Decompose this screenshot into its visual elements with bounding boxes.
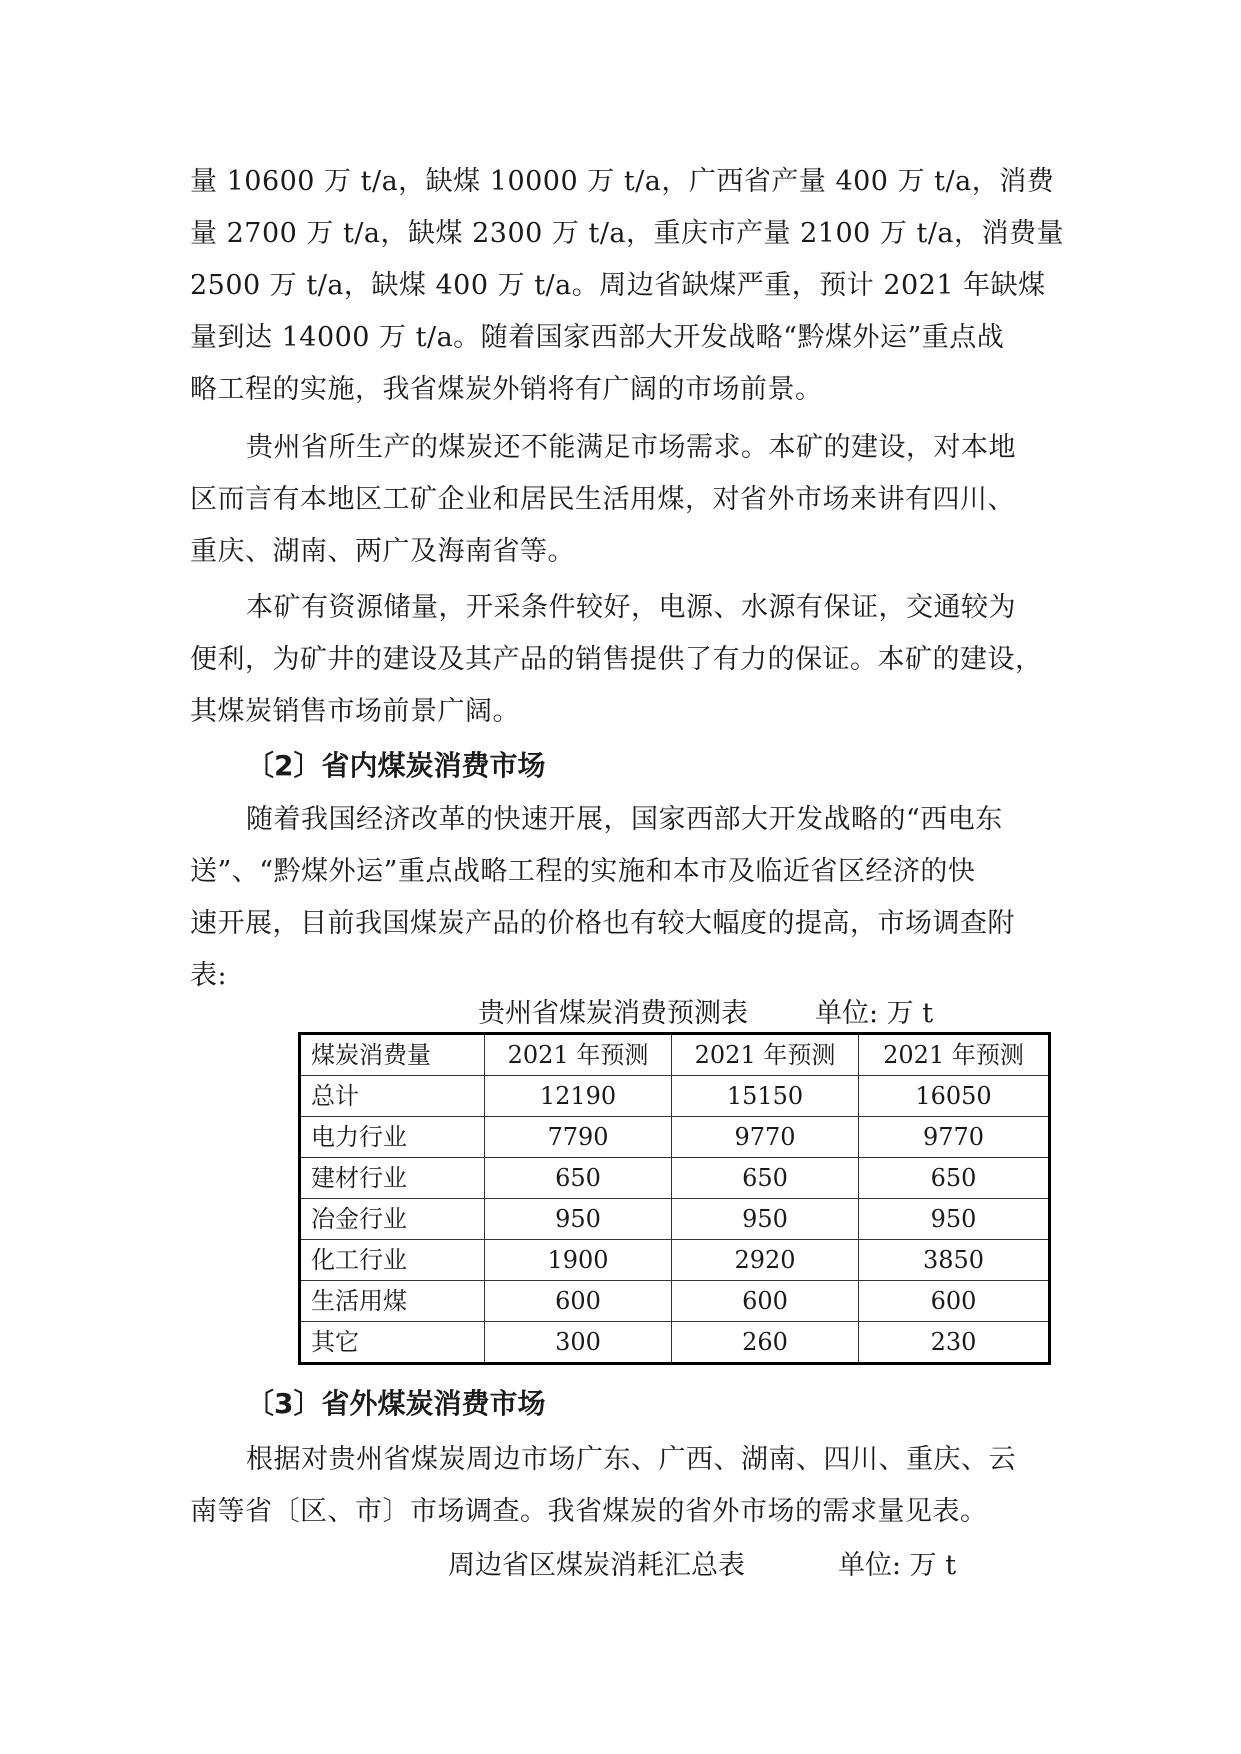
paragraph-line: 南等省〔区、市〕市场调查。我省煤炭的省外市场的需求量见表。 (190, 1496, 988, 1527)
table-row (300, 1322, 1050, 1364)
section-heading: 〔2〕省内煤炭消费市场 (246, 749, 546, 782)
table-row (300, 1117, 1050, 1158)
table-cell: 600 (859, 1281, 1050, 1322)
paragraph-line: 速开展，目前我国煤炭产品的价格也有较大幅度的提高，市场调查附 (190, 908, 1015, 939)
table-caption: 周边省区煤炭消耗汇总表 (448, 1550, 745, 1581)
table-row (300, 1076, 1050, 1117)
table-cell: 7790 (485, 1117, 672, 1158)
table-cell: 300 (485, 1322, 672, 1364)
table-cell: 2920 (672, 1240, 859, 1281)
table-cell: 电力行业 (300, 1117, 485, 1158)
paragraph-line: 便利，为矿井的建设及其产品的销售提供了有力的保证。本矿的建设， (190, 644, 1043, 675)
table-row (300, 1281, 1050, 1322)
paragraph-line: 根据对贵州省煤炭周边市场广东、广西、湖南、四川、重庆、云 (246, 1444, 1016, 1475)
paragraph-line: 贵州省所生产的煤炭还不能满足市场需求。本矿的建设，对本地 (246, 432, 1016, 463)
table-cell: 600 (485, 1281, 672, 1322)
table-cell: 15150 (672, 1076, 859, 1117)
table-row (300, 1240, 1050, 1281)
table-unit: 单位: 万 t (838, 1550, 957, 1581)
paragraph-line: 区而言有本地区工矿企业和居民生活用煤，对省外市场来讲有四川、 (190, 484, 1015, 515)
table-header-cell: 2021 年预测 (859, 1034, 1050, 1076)
table-cell: 260 (672, 1322, 859, 1364)
coal-consumption-forecast-table (298, 1032, 1051, 1365)
paragraph-line: 量 10600 万 t/a，缺煤 10000 万 t/a，广西省产量 400 万 t/a，消费 (190, 166, 1055, 197)
table-header-cell: 2021 年预测 (485, 1034, 672, 1076)
table-cell: 化工行业 (300, 1240, 485, 1281)
table-cell: 650 (485, 1158, 672, 1199)
section-heading: 〔3〕省外煤炭消费市场 (246, 1387, 546, 1420)
paragraph-line: 表: (190, 960, 228, 991)
table-cell: 冶金行业 (300, 1199, 485, 1240)
table-unit: 单位: 万 t (815, 998, 934, 1029)
table-cell: 生活用煤 (300, 1281, 485, 1322)
table-cell: 1900 (485, 1240, 672, 1281)
table-header-cell: 煤炭消费量 (300, 1034, 485, 1076)
table-cell: 230 (859, 1322, 1050, 1364)
table-cell: 950 (672, 1199, 859, 1240)
table-cell: 16050 (859, 1076, 1050, 1117)
table-cell: 950 (859, 1199, 1050, 1240)
paragraph-line: 随着我国经济改革的快速开展，国家西部大开发战略的“西电东 (246, 804, 1003, 835)
table-cell: 12190 (485, 1076, 672, 1117)
table-cell: 3850 (859, 1240, 1050, 1281)
table-cell: 600 (672, 1281, 859, 1322)
table-row (300, 1199, 1050, 1240)
paragraph-line: 2500 万 t/a，缺煤 400 万 t/a。周边省缺煤严重，预计 2021 年缺煤 (190, 270, 1046, 301)
table-cell: 9770 (672, 1117, 859, 1158)
paragraph-line: 送”、“黔煤外运”重点战略工程的实施和本市及临近省区经济的快 (190, 856, 976, 887)
paragraph-line: 量 2700 万 t/a，缺煤 2300 万 t/a，重庆市产量 2100 万 t/a，消费量 (190, 218, 1065, 249)
table-caption: 贵州省煤炭消费预测表 (478, 998, 748, 1029)
table-cell: 总计 (300, 1076, 485, 1117)
table-cell: 其它 (300, 1322, 485, 1364)
table-cell: 650 (859, 1158, 1050, 1199)
paragraph-line: 其煤炭销售市场前景广阔。 (190, 696, 520, 727)
table-cell: 9770 (859, 1117, 1050, 1158)
table-cell: 950 (485, 1199, 672, 1240)
table-cell: 650 (672, 1158, 859, 1199)
table-header-cell: 2021 年预测 (672, 1034, 859, 1076)
paragraph-line: 量到达 14000 万 t/a。随着国家西部大开发战略“黔煤外运”重点战 (190, 322, 1005, 353)
paragraph-line: 略工程的实施，我省煤炭外销将有广阔的市场前景。 (190, 374, 823, 405)
table-header-row (300, 1034, 1050, 1076)
table-row (300, 1158, 1050, 1199)
paragraph-line: 重庆、湖南、两广及海南省等。 (190, 536, 575, 567)
paragraph-line: 本矿有资源储量，开采条件较好，电源、水源有保证，交通较为 (246, 592, 1016, 623)
table-cell: 建材行业 (300, 1158, 485, 1199)
